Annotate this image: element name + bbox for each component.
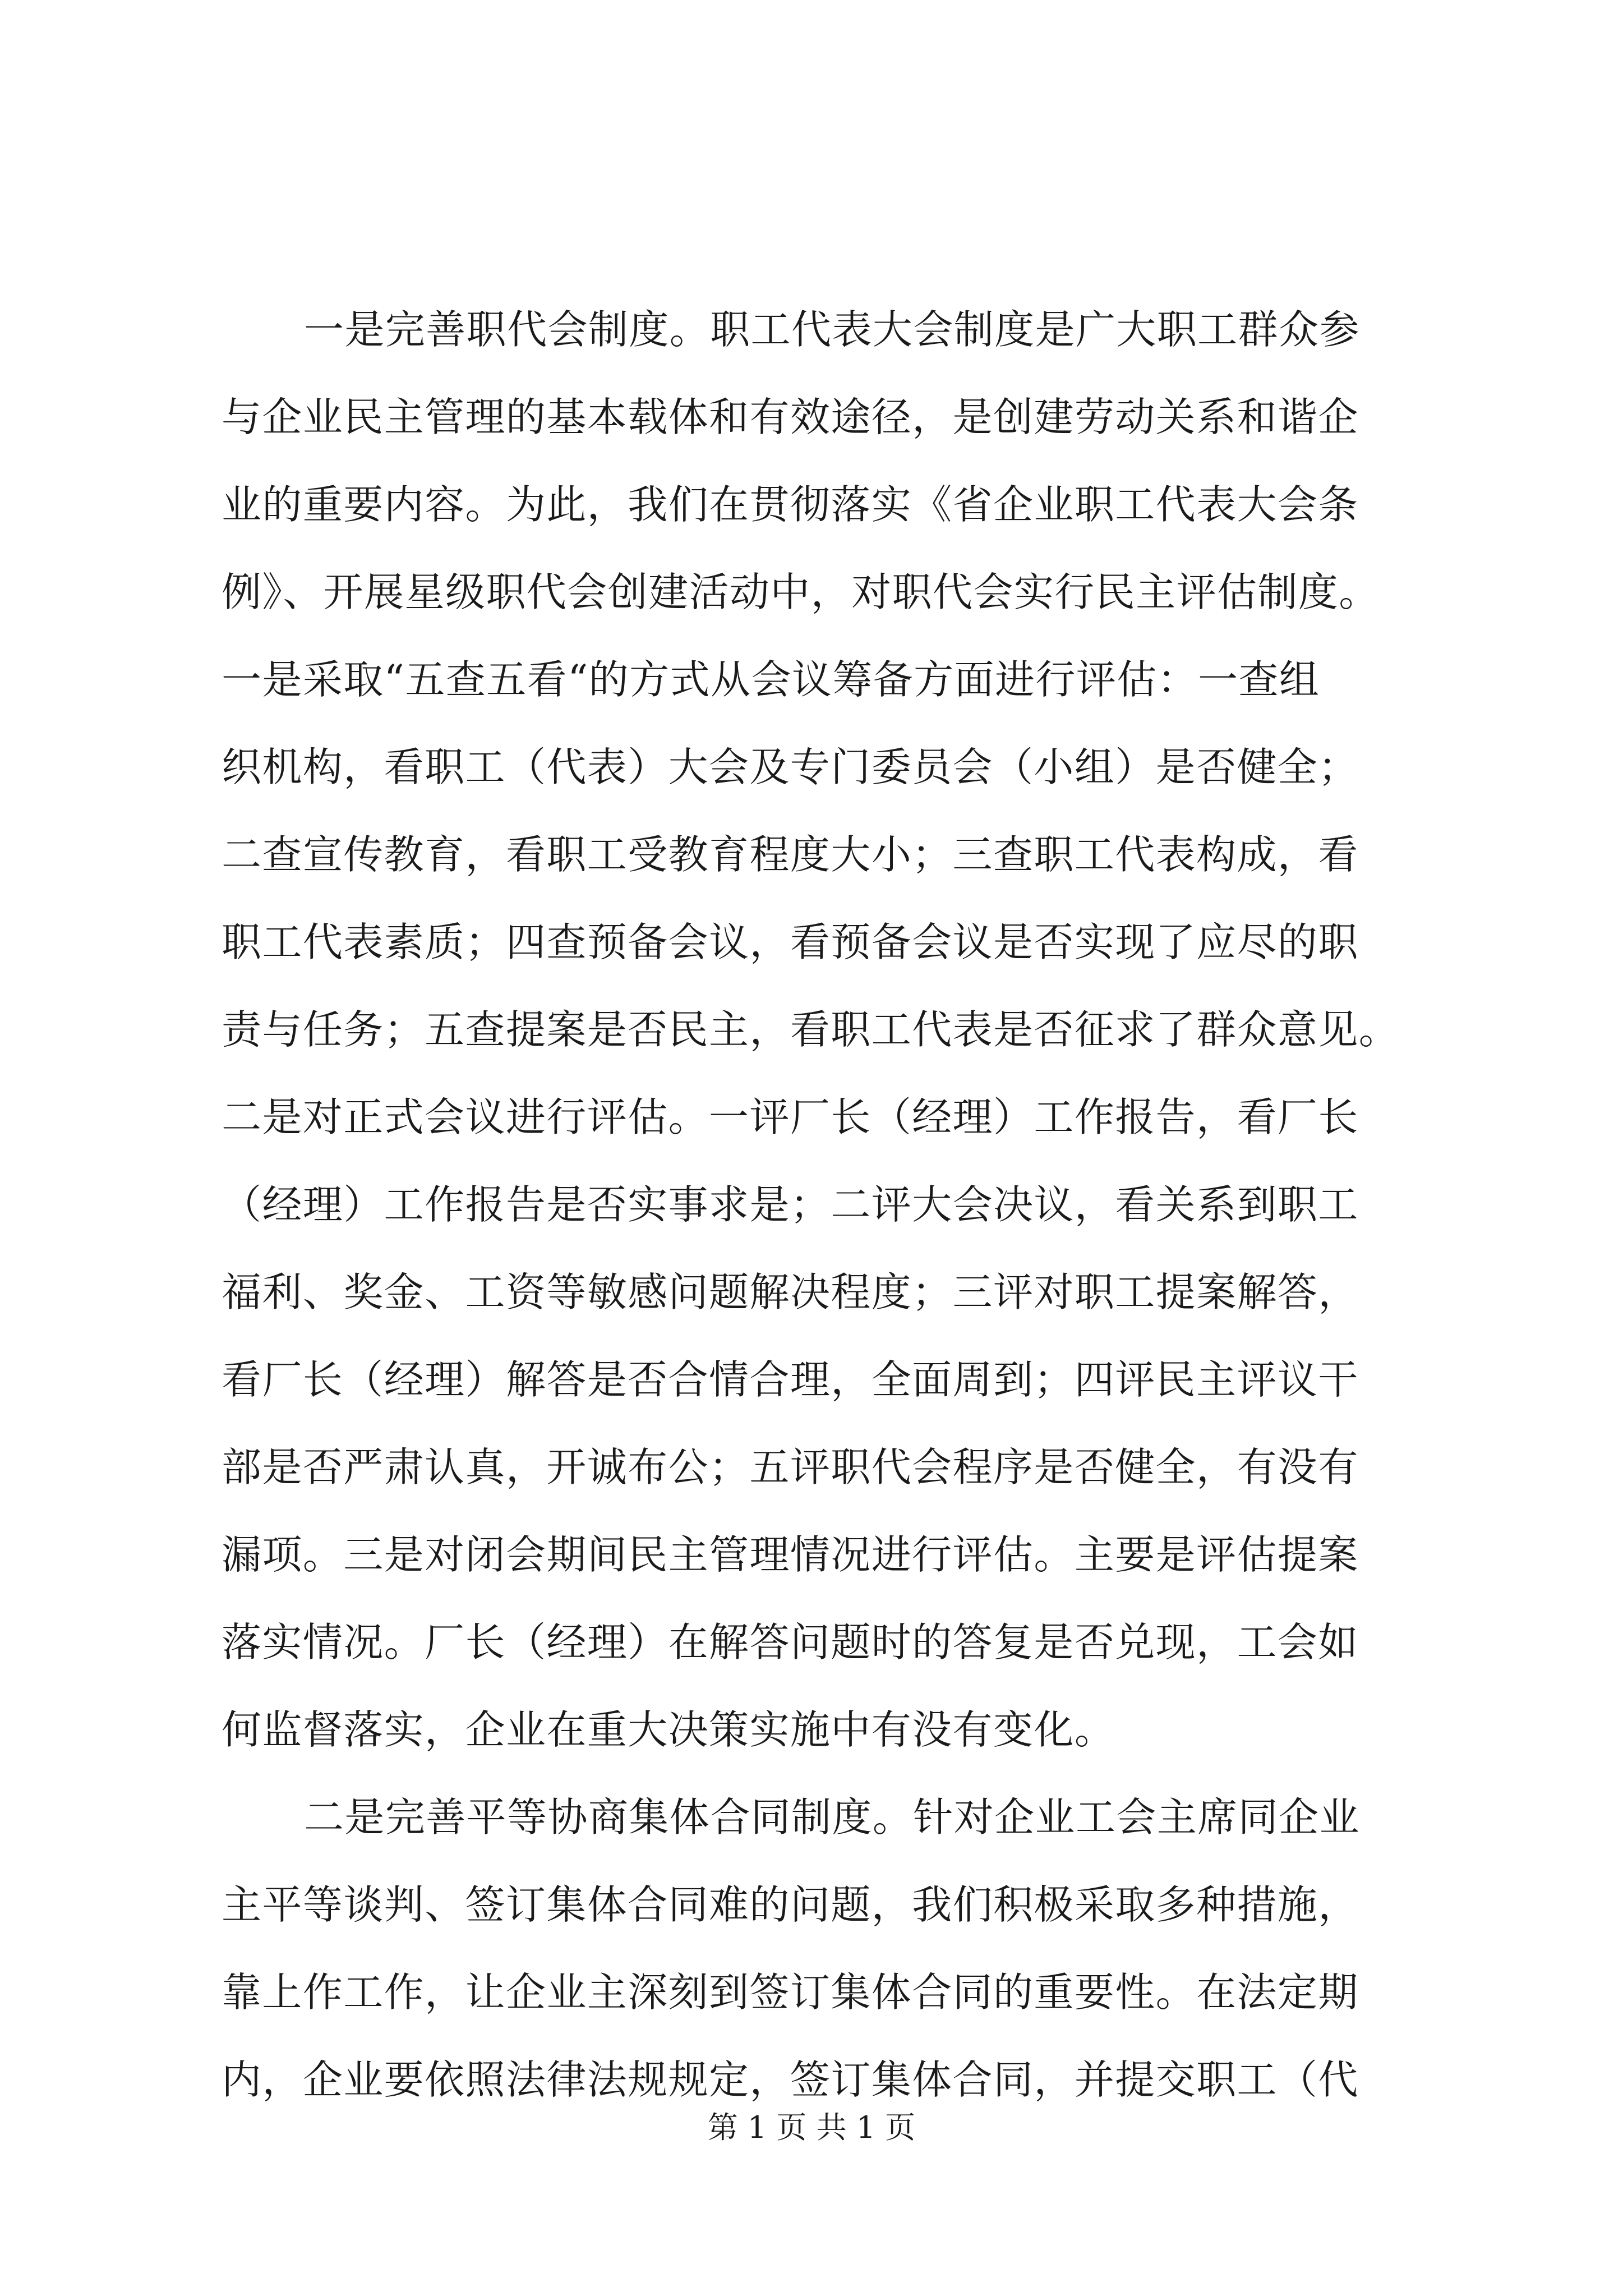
paragraph-1-line-16: 落实情况。厂长（经理）在解答问题时的答复是否兑现，工会如 xyxy=(222,1619,1359,1665)
paragraph-1-line-14: 部是否严肃认真，开诚布公；五评职代会程序是否健全，有没有 xyxy=(222,1444,1359,1490)
paragraph-2-line-4: 内，企业要依照法律法规规定，签订集体合同，并提交职工（代 xyxy=(222,2056,1359,2103)
paragraph-1-line-2: 与企业民主管理的基本载体和有效途径，是创建劳动关系和谐企 xyxy=(222,394,1359,440)
paragraph-1-line-1: 一是完善职代会制度。职工代表大会制度是广大职工群众参 xyxy=(304,306,1360,353)
paragraph-1-line-5: 一是采取“五查五看“的方式从会议筹备方面进行评估：一查组 xyxy=(222,656,1320,703)
paragraph-2-line-3: 靠上作工作，让企业主深刻到签订集体合同的重要性。在法定期 xyxy=(222,1969,1359,2016)
paragraph-1-line-11: （经理）工作报告是否实事求是；二评大会决议，看关系到职工 xyxy=(222,1181,1359,1228)
paragraph-2-line-1: 二是完善平等协商集体合同制度。针对企业工会主席同企业 xyxy=(304,1794,1360,1841)
paragraph-1-line-9: 责与任务；五查提案是否民主，看职工代表是否征求了群众意见。 xyxy=(222,1006,1400,1053)
page-footer: 第 1 页 共 1 页 xyxy=(707,2110,916,2145)
paragraph-1-line-10: 二是对正式会议进行评估。一评厂长（经理）工作报告，看厂长 xyxy=(222,1094,1359,1140)
paragraph-1-line-8: 职工代表素质；四查预备会议，看预备会议是否实现了应尽的职 xyxy=(222,919,1359,965)
paragraph-1-line-15: 漏项。三是对闭会期间民主管理情况进行评估。主要是评估提案 xyxy=(222,1531,1359,1578)
paragraph-1-line-13: 看厂长（经理）解答是否合情合理，全面周到；四评民主评议干 xyxy=(222,1356,1359,1403)
paragraph-1-line-7: 二查宣传教育，看职工受教育程度大小；三查职工代表构成，看 xyxy=(222,831,1359,878)
paragraph-1-line-3: 业的重要内容。为此，我们在贯彻落实《省企业职工代表大会条 xyxy=(222,481,1359,528)
paragraph-1-line-4: 例》、开展星级职代会创建活动中，对职代会实行民主评估制度。 xyxy=(222,569,1380,615)
paragraph-1-line-12: 福利、奖金、工资等敏感问题解决程度；三评对职工提案解答， xyxy=(222,1269,1359,1315)
paragraph-1-line-6: 织机构，看职工（代表）大会及专门委员会（小组）是否健全； xyxy=(222,744,1359,790)
paragraph-2-line-2: 主平等谈判、签订集体合同难的问题，我们积极采取多种措施， xyxy=(222,1881,1359,1928)
document-body xyxy=(222,286,1413,2124)
paragraph-1-line-17: 何监督落实，企业在重大决策实施中有没有变化。 xyxy=(222,1706,1115,1753)
